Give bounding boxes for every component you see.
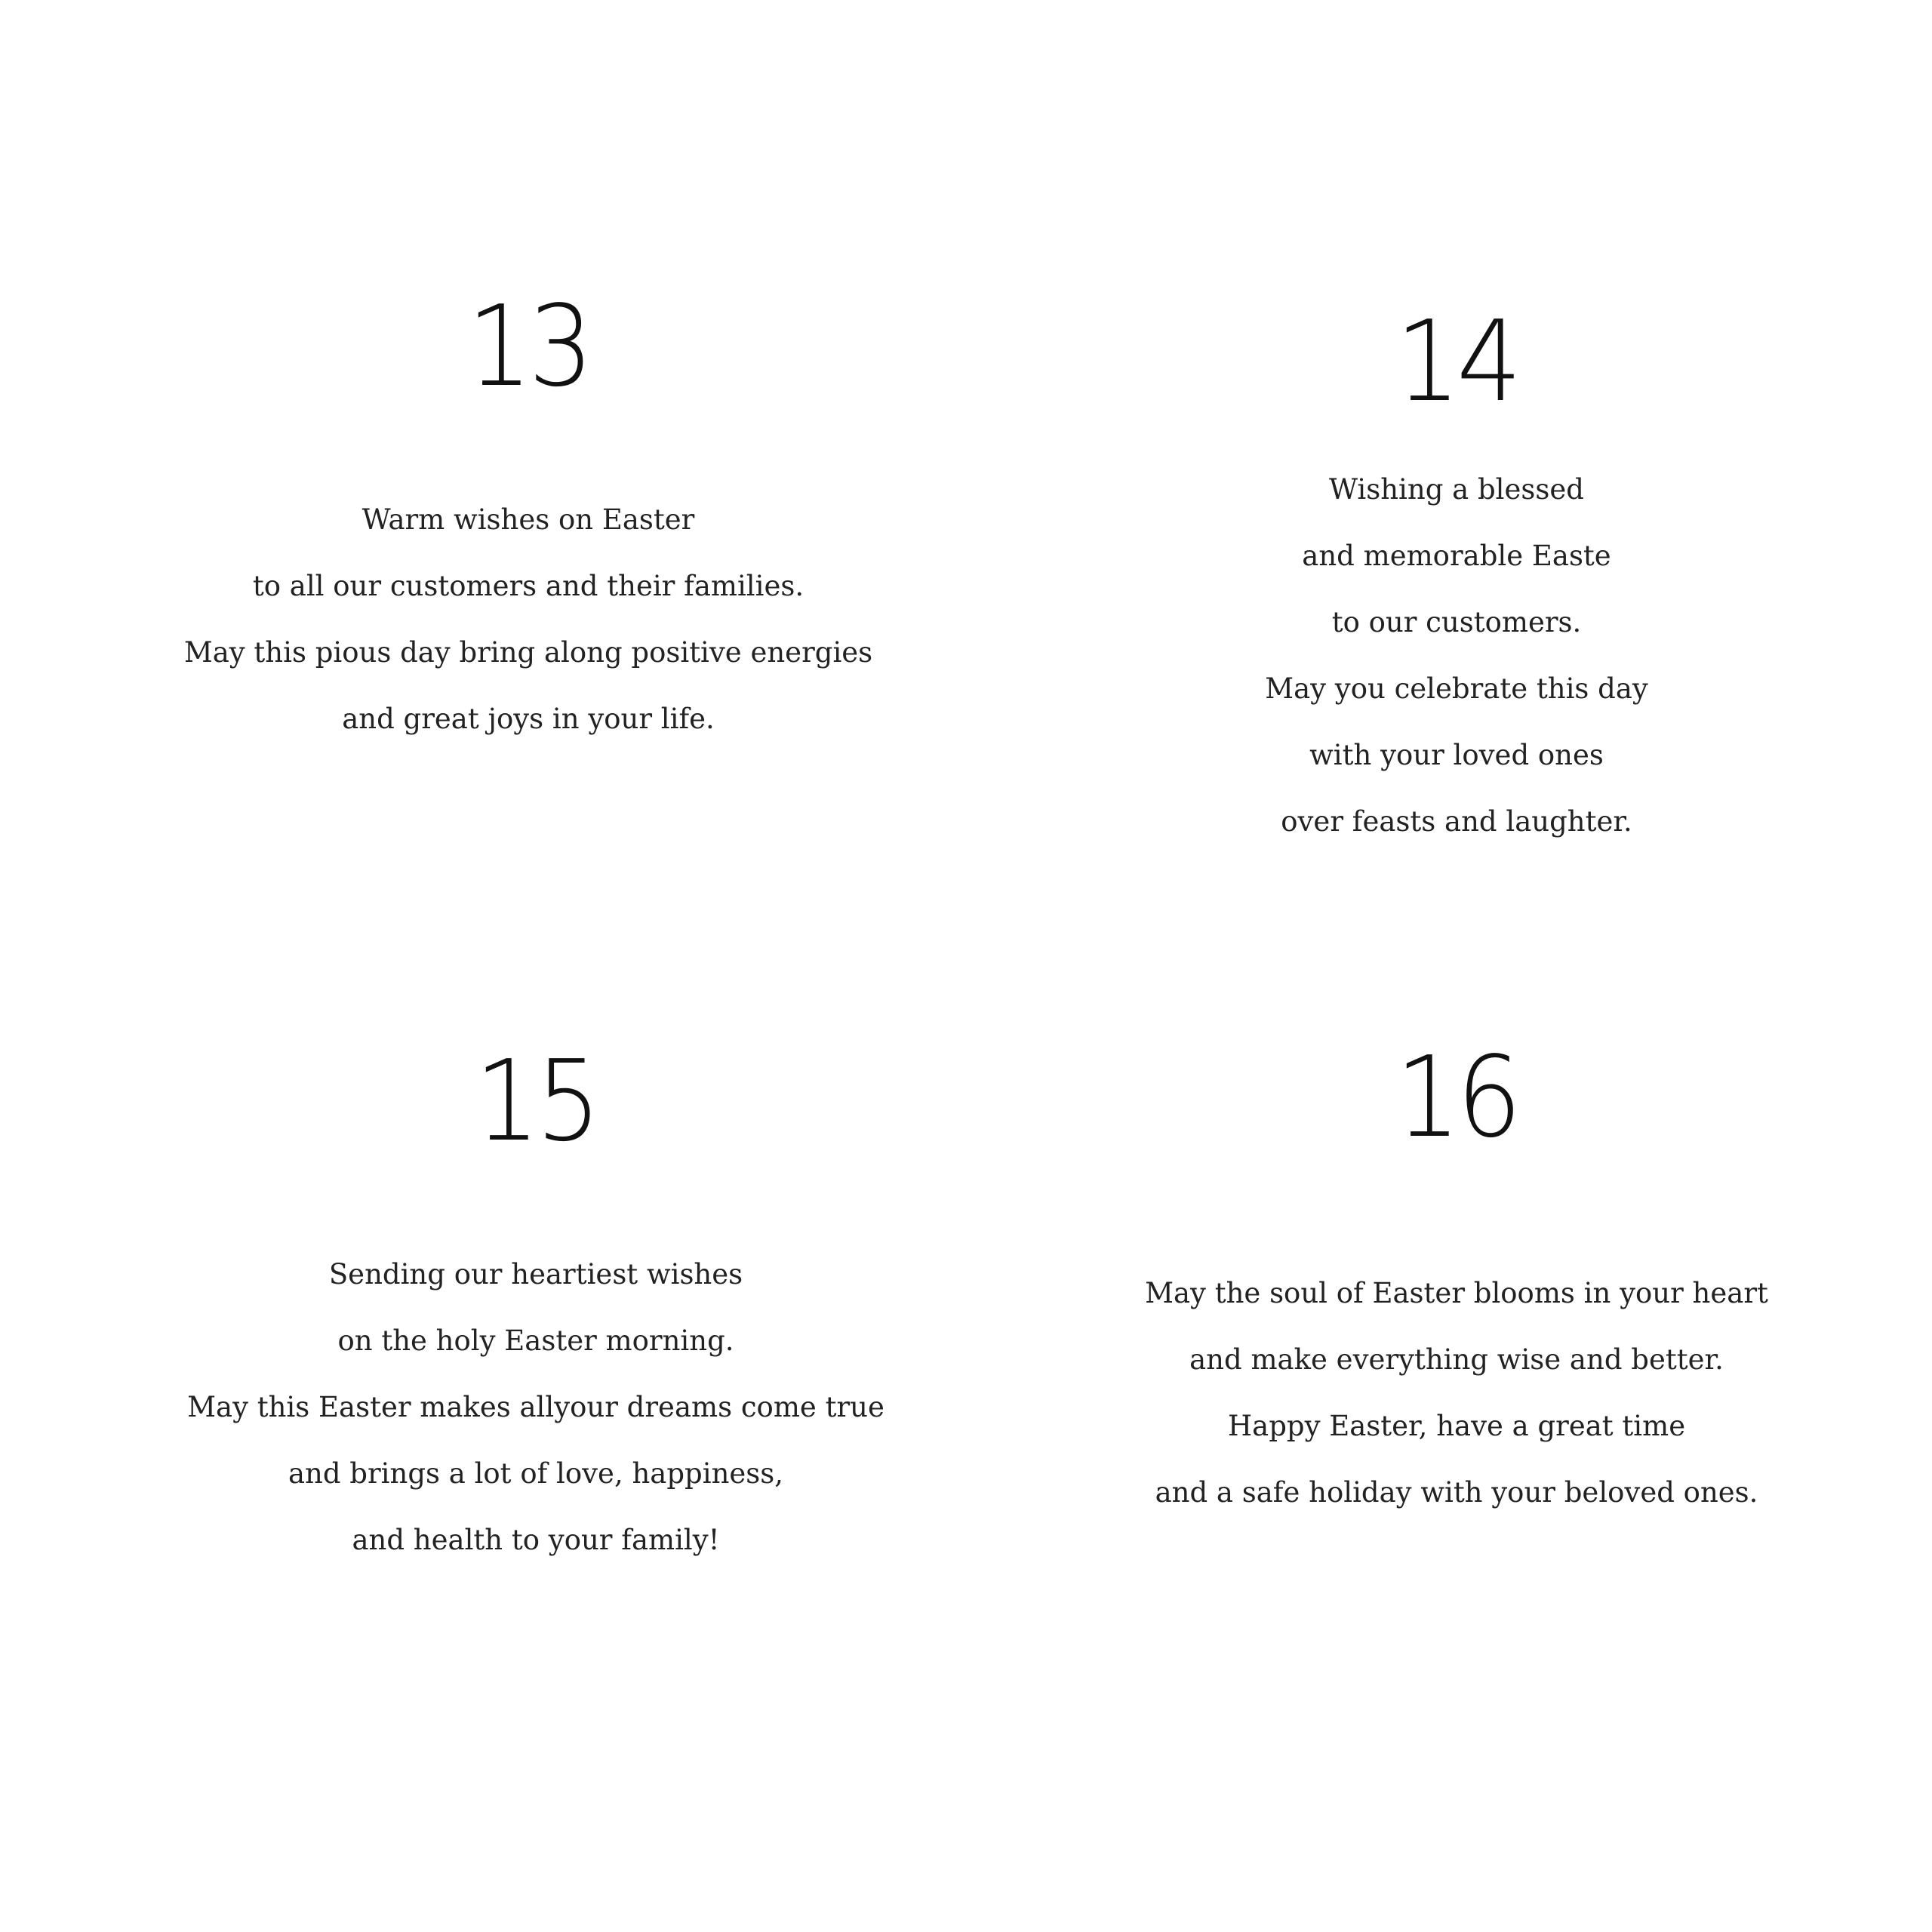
message-line: May this Easter makes allyour dreams come true (187, 1391, 884, 1423)
greeting-card-15 (151, 1026, 921, 1555)
message-line: and brings a lot of love, happiness, (288, 1457, 784, 1490)
card-number: 16 (1395, 1032, 1518, 1162)
message-line: with your loved ones (1309, 739, 1604, 771)
card-message (1079, 457, 1834, 855)
message-line: May the soul of Easter blooms in your heart (1145, 1277, 1768, 1309)
greeting-card-14 (1079, 272, 1834, 875)
card-message (1079, 1260, 1834, 1526)
card-number: 15 (474, 1036, 598, 1166)
message-line: Wishing a blessed (1329, 473, 1584, 506)
message-line: over feasts and laughter. (1281, 805, 1632, 838)
card-message (151, 487, 906, 752)
card-number: 14 (1395, 297, 1518, 426)
message-line: and make everything wise and better. (1189, 1343, 1724, 1376)
message-line: Sending our heartiest wishes (328, 1258, 743, 1291)
card-message (151, 1241, 921, 1574)
message-line: Happy Easter, have a great time (1227, 1410, 1686, 1442)
greeting-card-16 (1079, 1026, 1834, 1555)
message-line: and health to your family! (352, 1524, 720, 1556)
message-line: Warm wishes on Easter (361, 503, 695, 536)
message-line: to all our customers and their families. (252, 570, 804, 602)
message-line: and great joys in your life. (342, 703, 715, 735)
message-line: May you celebrate this day (1265, 672, 1648, 705)
message-line: and memorable Easte (1302, 540, 1611, 572)
message-line: on the holy Easter morning. (337, 1324, 734, 1357)
card-number: 13 (466, 281, 590, 411)
greeting-card-13 (151, 272, 906, 800)
message-line: to our customers. (1331, 606, 1582, 638)
message-line: and a safe holiday with your beloved ones. (1155, 1476, 1758, 1509)
message-line: May this pious day bring along positive energies (183, 636, 873, 669)
